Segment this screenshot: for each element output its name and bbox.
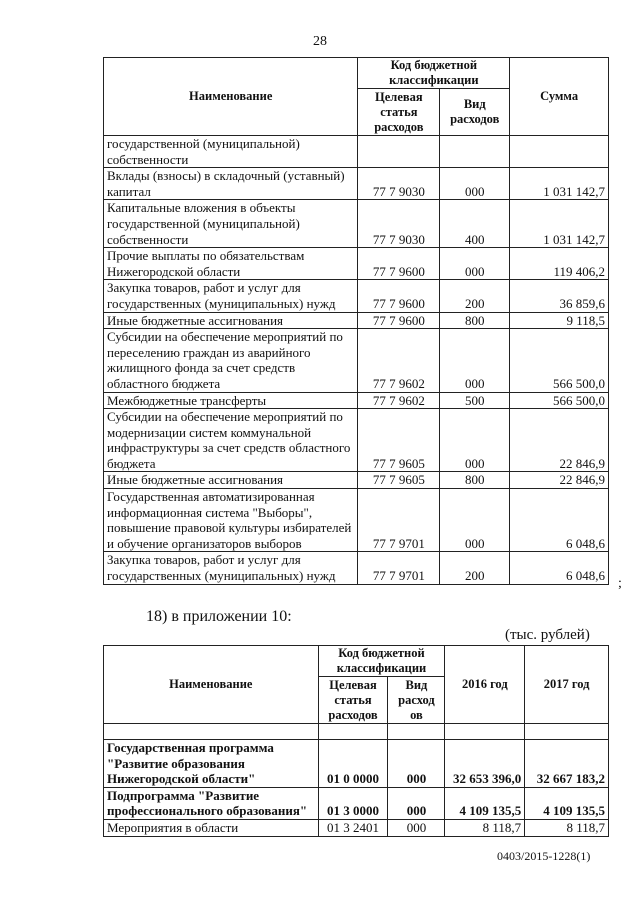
sum-cell	[510, 136, 609, 168]
table-row	[104, 787, 609, 819]
target-cell: 77 7 9602	[358, 392, 440, 409]
header-name: Наименование	[104, 58, 358, 136]
type-cell: 000	[440, 329, 510, 392]
type-cell: 500	[440, 392, 510, 409]
header-2016: 2016 год	[445, 646, 525, 724]
table-row	[104, 740, 609, 788]
table-row	[104, 472, 609, 489]
type-cell: 800	[440, 472, 510, 489]
sum-cell: 1 031 142,7	[510, 168, 609, 200]
target-cell: 77 7 9600	[358, 248, 440, 280]
header-code-group: Код бюджетной классификации	[358, 58, 510, 89]
table-row	[104, 168, 609, 200]
paragraph-heading: 18) в приложении 10:	[146, 608, 292, 625]
units-label: (тыс. рублей)	[505, 627, 590, 643]
name-cell: Межбюджетные трансферты	[104, 392, 358, 409]
name-cell: Капитальные вложения в объекты государственной (муниципальной) собственности	[104, 200, 358, 248]
document-code: 0403/2015-1228(1)	[497, 849, 591, 863]
table-row	[104, 819, 609, 836]
y2016-cell: 8 118,7	[445, 819, 525, 836]
type-cell: 800	[440, 312, 510, 329]
y2017-cell: 32 667 183,2	[525, 740, 609, 788]
name-cell: государственной (муниципальной) собственности	[104, 136, 358, 168]
table-row	[104, 552, 609, 584]
target-cell: 77 7 9600	[358, 280, 440, 312]
header-code-group: Код бюджетной классификации	[318, 646, 445, 677]
y2017-cell: 4 109 135,5	[525, 787, 609, 819]
type-cell: 200	[440, 280, 510, 312]
table-row	[104, 392, 609, 409]
y2016-cell: 4 109 135,5	[445, 787, 525, 819]
name-cell: Субсидии на обеспечение мероприятий по модернизации систем коммунальной инфраструктуры за счет средств областного бюджета	[104, 409, 358, 472]
empty-row	[104, 724, 609, 740]
type-cell: 400	[440, 200, 510, 248]
header-type: Вид расход ов	[388, 677, 445, 724]
budget-table-2	[103, 645, 609, 837]
sum-cell: 566 500,0	[510, 329, 609, 392]
target-cell: 77 7 9030	[358, 168, 440, 200]
header-target: Целевая статья расходов	[318, 677, 388, 724]
header-name: Наименование	[104, 646, 319, 724]
table-row	[104, 280, 609, 312]
y2016-cell: 32 653 396,0	[445, 740, 525, 788]
type-cell: 000	[440, 409, 510, 472]
sum-cell: 566 500,0	[510, 392, 609, 409]
target-cell: 01 3 0000	[318, 787, 388, 819]
name-cell: Иные бюджетные ассигнования	[104, 472, 358, 489]
table-row	[104, 489, 609, 552]
type-cell: 000	[440, 168, 510, 200]
target-cell	[358, 136, 440, 168]
table-row	[104, 312, 609, 329]
header-sum: Сумма	[510, 58, 609, 136]
target-cell: 77 7 9030	[358, 200, 440, 248]
header-type: Вид расходов	[440, 89, 510, 136]
target-cell: 77 7 9602	[358, 329, 440, 392]
type-cell: 000	[388, 819, 445, 836]
sum-cell: 22 846,9	[510, 472, 609, 489]
type-cell: 000	[388, 740, 445, 788]
type-cell: 000	[440, 248, 510, 280]
header-target: Целевая статья расходов	[358, 89, 440, 136]
table-row	[104, 200, 609, 248]
target-cell: 01 3 2401	[318, 819, 388, 836]
table-row	[104, 409, 609, 472]
header-2017: 2017 год	[525, 646, 609, 724]
name-cell: Прочие выплаты по обязательствам Нижегородской области	[104, 248, 358, 280]
name-cell: Вклады (взносы) в складочный (уставный) капитал	[104, 168, 358, 200]
type-cell: 000	[388, 787, 445, 819]
name-cell: Закупка товаров, работ и услуг для государственных (муниципальных) нужд	[104, 552, 358, 584]
sum-cell: 1 031 142,7	[510, 200, 609, 248]
sum-cell: 119 406,2	[510, 248, 609, 280]
table-row	[104, 248, 609, 280]
name-cell: Подпрограмма "Развитие профессионального образования"	[104, 787, 319, 819]
type-cell: 000	[440, 489, 510, 552]
name-cell: Мероприятия в области	[104, 819, 319, 836]
name-cell: Закупка товаров, работ и услуг для государственных (муниципальных) нужд	[104, 280, 358, 312]
table-row	[104, 136, 609, 168]
name-cell: Иные бюджетные ассигнования	[104, 312, 358, 329]
type-cell	[440, 136, 510, 168]
name-cell: Субсидии на обеспечение мероприятий по переселению граждан из аварийного жилищного фонда за счет средств областного бюджета	[104, 329, 358, 392]
table-row	[104, 329, 609, 392]
trailing-semicolon: ;	[618, 576, 622, 591]
target-cell: 77 7 9605	[358, 472, 440, 489]
sum-cell: 6 048,6	[510, 489, 609, 552]
y2017-cell: 8 118,7	[525, 819, 609, 836]
target-cell: 77 7 9701	[358, 489, 440, 552]
sum-cell: 22 846,9	[510, 409, 609, 472]
name-cell: Государственная программа "Развитие образования Нижегородской области"	[104, 740, 319, 788]
page-number: 28	[313, 34, 327, 49]
target-cell: 77 7 9600	[358, 312, 440, 329]
type-cell: 200	[440, 552, 510, 584]
budget-table-1	[103, 57, 609, 585]
sum-cell: 6 048,6	[510, 552, 609, 584]
target-cell: 01 0 0000	[318, 740, 388, 788]
name-cell: Государственная автоматизированная информационная система "Выборы", повышение правовой культуры избирателей и обучение организаторов выборов	[104, 489, 358, 552]
sum-cell: 36 859,6	[510, 280, 609, 312]
sum-cell: 9 118,5	[510, 312, 609, 329]
target-cell: 77 7 9701	[358, 552, 440, 584]
target-cell: 77 7 9605	[358, 409, 440, 472]
